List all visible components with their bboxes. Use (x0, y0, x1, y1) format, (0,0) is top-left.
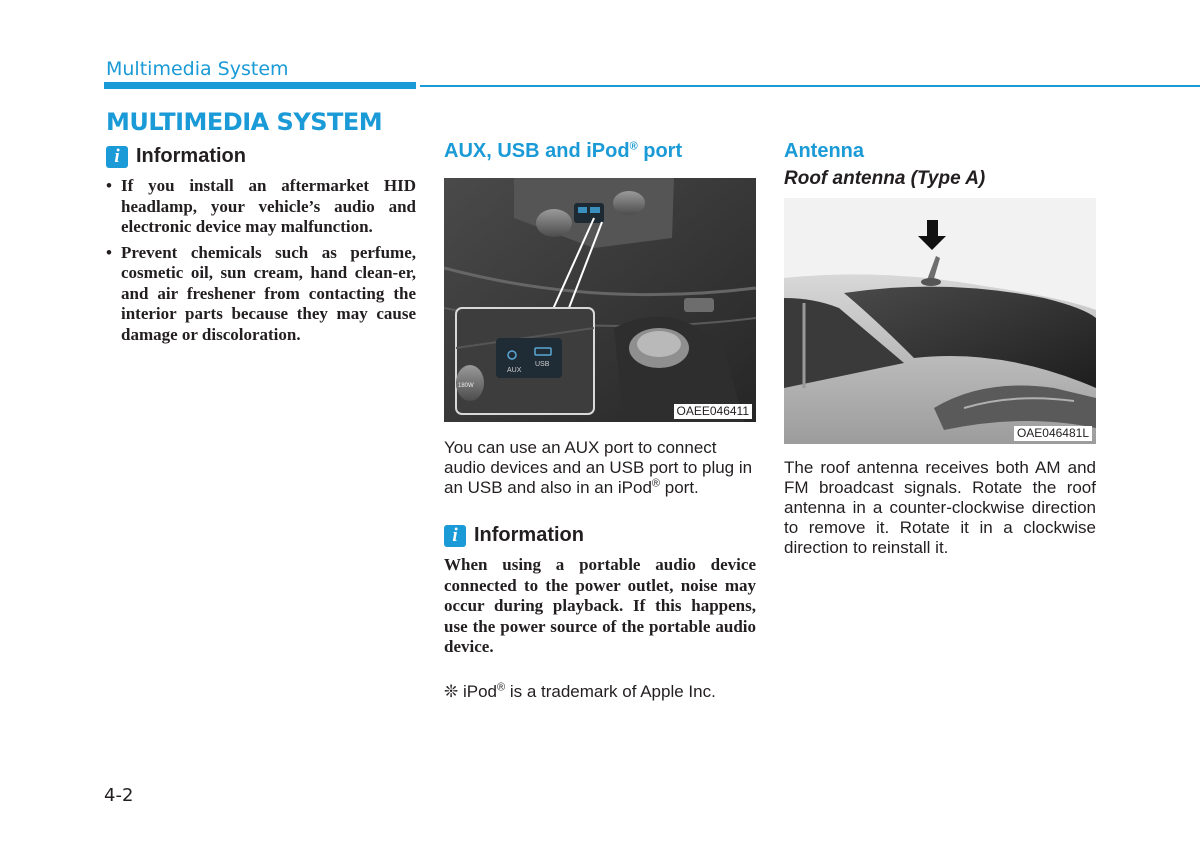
registered-mark: ® (629, 140, 638, 153)
info-bullet-list (106, 176, 416, 345)
usb-port-label: USB (535, 361, 550, 368)
figure-code: OAE046481L (1014, 426, 1092, 441)
info-bullet: • If you install an aftermarket HID headlamp, your vehicle’s audio and electronic device may malfunction. (106, 176, 416, 238)
middle-info-box (444, 524, 756, 658)
info-heading (106, 145, 416, 168)
page-title: MULTIMEDIA SYSTEM (106, 108, 383, 136)
car-roof-illustration (784, 198, 1096, 444)
figure-code: OAEE046411 (674, 404, 753, 419)
header-rule-thin (420, 85, 1200, 87)
trademark-note (444, 682, 764, 702)
antenna-section-title: Antenna (784, 140, 864, 162)
page-number: 4-2 (104, 785, 134, 806)
aux-title-suffix: port (637, 140, 683, 162)
running-header: Multimedia System (106, 58, 289, 80)
roof-antenna-figure (784, 198, 1096, 444)
info-bullet: • Prevent chemicals such as perfume, cosmetic oil, sun cream, hand clean-er, and air freshener from contacting the interior parts because they may cause damage or discoloration. (106, 243, 416, 346)
left-info-box (106, 145, 416, 345)
power-outlet-label: 180W (458, 383, 474, 389)
aux-section-title (444, 140, 682, 163)
aux-title-text: AUX, USB and iPod (444, 140, 630, 162)
aux-body-suffix: port. (660, 478, 699, 497)
trademark-suffix: is a trademark of Apple Inc. (505, 682, 716, 701)
registered-mark: ® (497, 681, 506, 694)
info-icon: i (106, 146, 128, 168)
aux-port-label: AUX (507, 367, 522, 374)
registered-mark: ® (651, 477, 661, 490)
info-heading (444, 524, 756, 547)
aux-usb-port-figure (444, 178, 756, 422)
header-rule-thick (104, 82, 416, 89)
info-icon: i (444, 525, 466, 547)
aux-body-paragraph (444, 438, 756, 498)
aux-body-text: You can use an AUX port to connect audio devices and an USB port to plug in an USB and also in an iPod (444, 438, 753, 497)
console-illustration (444, 178, 756, 422)
info-note-text: When using a portable audio device connected to the power outlet, noise may occur during playback. If this happens, use the power source of the portable audio device. (444, 555, 756, 656)
antenna-body-paragraph: The roof antenna receives both AM and FM broadcast signals. Rotate the roof antenna in a counter-clockwise direction to remove it. Rotate it in a clockwise direction to reinstall it. (784, 458, 1096, 557)
info-heading-label: Information (474, 524, 584, 546)
antenna-subtitle: Roof antenna (Type A) (784, 168, 986, 189)
info-heading-label: Information (136, 145, 246, 167)
trademark-prefix: ❊ iPod (444, 682, 497, 701)
